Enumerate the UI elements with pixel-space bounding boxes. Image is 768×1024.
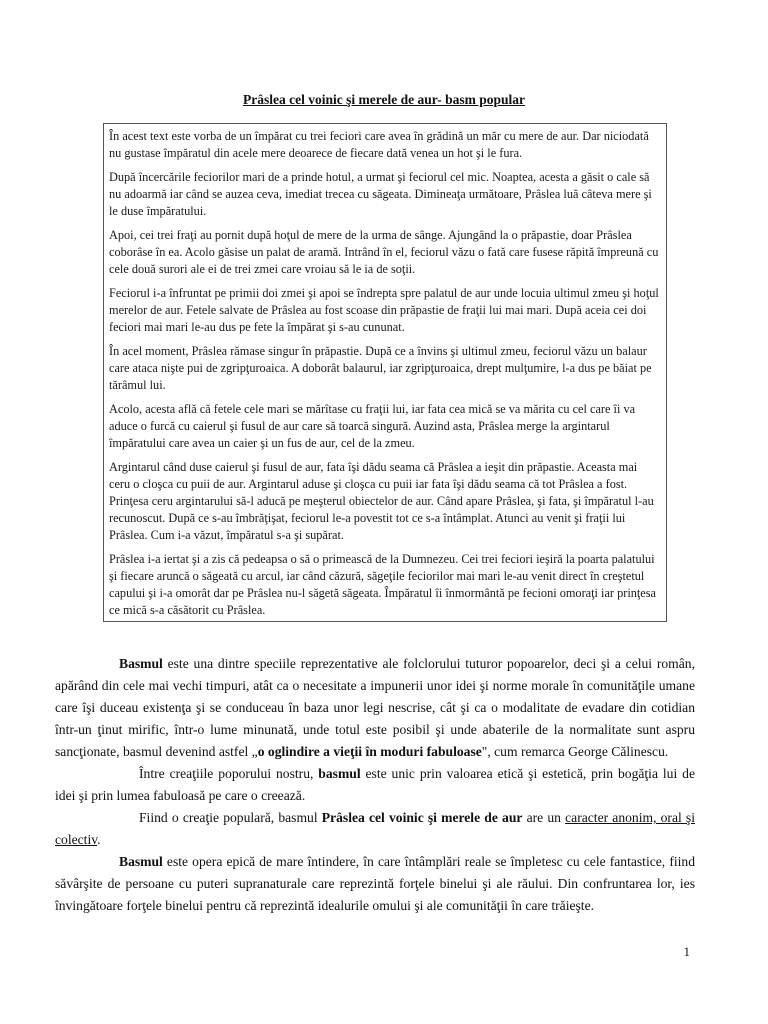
summary-paragraph: Feciorul i-a înfruntat pe primii doi zmei şi apoi se îndrepta spre palatul de aur unde locuia ultimul zmeu şi hoţul merelor de aur. Fetele salvate de Prâslea au fost scoase din prăpastie de fraţii lui mai mari. După aceia cei doi feciori mai mari le-au dus pe fete la împărat şi s-au cununat.: [109, 286, 659, 334]
essay-paragraph: [55, 763, 695, 807]
essay-text: ", cum remarca George Călinescu.: [481, 744, 669, 759]
bold-quote: o oglindire a vieţii în moduri fabuloase: [257, 744, 482, 759]
essay-paragraph: [55, 807, 695, 851]
essay-text: Între creaţiile poporului nostru,: [139, 766, 319, 781]
summary-paragraph: După încercările feciorilor mari de a prinde hotul, a urmat şi feciorul cel mic. Noaptea, acesta a găsit o cale să nu adoarmă iar când se auzea ceva, imediat trecea cu săgeata. Dimineaţa următoare, Prâslea luă câteva mere şi le duse împăratului.: [109, 170, 652, 218]
summary-paragraph: Acolo, acesta află că fetele cele mari se mărîtase cu fraţii lui, iar fata cea mică se va mărita cu cel care îi va aduce o furcă cu caierul şi fusul de aur care să toarcă singură. Auzind asta, Prâslea merge la argintarul împăratului care avea un caier şi un fus de aur, cel de la zmeu.: [109, 402, 636, 450]
bold-term: Basmul: [119, 854, 163, 869]
bold-term: Basmul: [119, 656, 163, 671]
summary-paragraph: Argintarul când duse caierul şi fusul de aur, fata îşi dădu seama că Prâslea a ieşit din prăpastie. Aceasta mai ceru o cloşca cu puii de aur. Argintarul aduse şi cloşca cu puii iar fata îşi dădu seama că tot Prâslea a fost. Prinţesa ceru argintarului să-l aducă pe meşterul obiectelor de aur. Când apare Prâslea, şi fata, şi împăratul l-au recunoscut. După ce s-au îmbrăţişat, feciorul le-a povestit tot ce s-a întâmplat. Atunci au venit şi fraţii lui Prâslea. Cum i-a văzut, împăratul s-a şi supărat.: [109, 460, 654, 542]
summary-paragraph: Prâslea i-a iertat şi a zis că pedeapsa o să o primească de la Dumnezeu. Cei trei feciori ieşiră la poarta palatului şi fiecare aruncă o săgeată cu arcul, iar când căzură, săgeţile feciorilor mai mari le-au venit direct în creştetul capului şi i-a omorât dar pe Prâslea nu-l săgetă săgeata. Împăratul îi înmormântă pe fecioni omoraţi iar prinţesa ce mică s-a căsătorit cu Prâslea.: [109, 552, 657, 617]
essay-text: Fiind o creaţie populară, basmul: [139, 810, 322, 825]
essay-text: este unic prin valoarea etică şi estetică, prin bogăţia lui de idei şi prin lumea fabuloasă pe care o creează.: [55, 766, 695, 803]
summary-box: [103, 123, 667, 622]
bold-term: basmul: [318, 766, 361, 781]
underlined-phrase: caracter anonim, oral şi colectiv: [55, 810, 695, 847]
page-number: 1: [683, 944, 690, 959]
essay-paragraph: [55, 851, 695, 917]
summary-paragraph: În acel moment, Prâslea rămase singur în prăpastie. După ce a învins şi ultimul zmeu, feciorul văzu un balaur care ataca nişte pui de zgripţuroaica. A doborât balaurul, iar zgripţuroaica, drept mulţumire, l-a dus pe băiat pe tărâmul lui.: [109, 344, 652, 392]
summary-paragraph: Apoi, cei trei fraţi au pornit după hoţul de mere de la urma de sânge. Ajungând la o prăpastie, doar Prâslea coborâse în ea. Acolo găsise un palat de aramă. Intrând în el, feciorul văzu o fată care fusese răpită împreună cu cele două surori ale ei de trei zmei care vroiau să le ia de soţii.: [109, 228, 659, 276]
essay-body: [55, 653, 695, 917]
essay-text: .: [97, 832, 101, 847]
bold-title: Prâslea cel voinic şi merele de aur: [321, 810, 523, 825]
document-title: Prâslea cel voinic şi merele de aur- basm popular: [243, 92, 525, 107]
essay-text: este opera epică de mare întindere, în care întâmplări reale se împletesc cu cele fantastice, fiind săvârşite de persoane cu puteri supranaturale care reprezintă forţele binelui şi ale răului. Din confruntarea lor, ies învingătoare forţele binelui pentru că reprezintă idealurile omului şi ale comunităţii în care trăieşte.: [55, 854, 695, 913]
essay-text: este una dintre speciile reprezentative ale folclorului tuturor popoarelor, deci şi a celui român, apărând din cele mai vechi timpuri, atât ca o necesitate a impunerii unor idei şi norme morale în comunităţile umane care îşi duceau existenţa şi se conduceau în baza unor legi nescrise, cât şi ca o modalitate de evadare din cotidian într-un ţinut mirific, într-o lume minunată, unde totul este posibil şi unde abaterile de la normalitate sunt aspru sancţionate, basmul devenind astfel „: [55, 656, 695, 759]
summary-paragraph: În acest text este vorba de un împărat cu trei feciori care avea în grădină un măr cu mere de aur. Dar niciodată nu gustase împăratul din acele mere deoarece de fiecare dată venea un hot şi le fura.: [109, 129, 649, 160]
essay-paragraph: [55, 653, 695, 763]
essay-text: are un: [522, 810, 566, 825]
